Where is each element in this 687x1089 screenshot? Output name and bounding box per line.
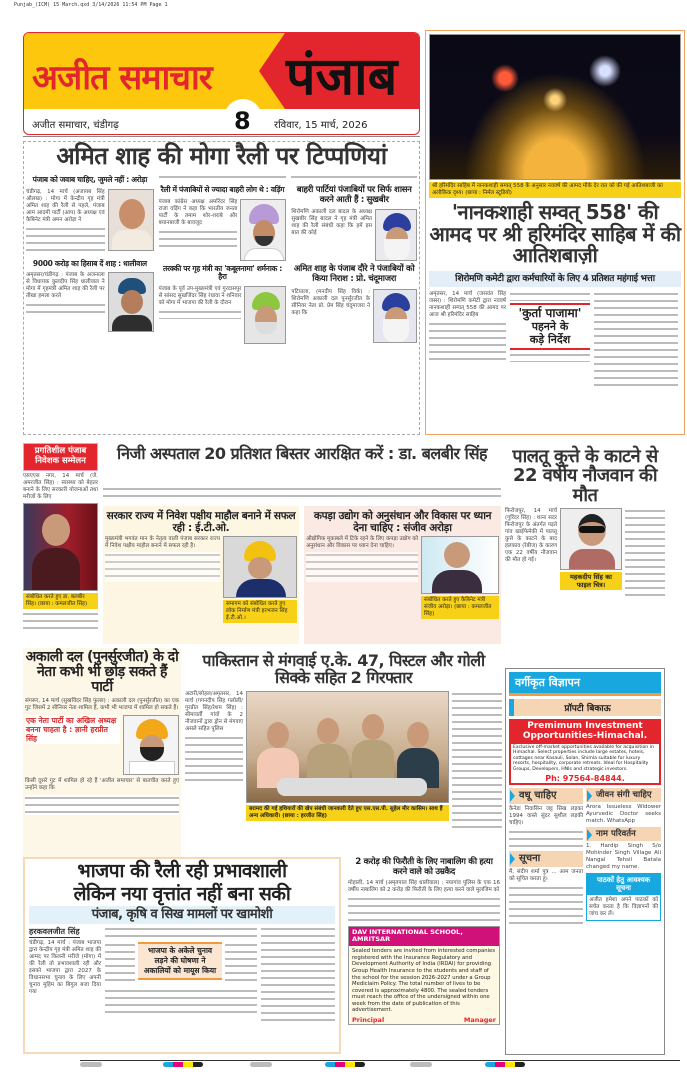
arora-box <box>304 506 501 644</box>
story-title: रैली में पंजाबियों से ज्यादा बाहरी लोग थे : वड़िंग <box>160 184 285 194</box>
bjp-headline-1: भाजपा की रैली रही प्रभावशाली <box>77 860 287 882</box>
photo-randhawa <box>244 286 286 344</box>
story-title: तरक्की पर गृह मंत्री का 'कबूलनामा' शर्मनाक : हैरा <box>163 263 282 282</box>
reader-notice <box>586 873 661 921</box>
photo-harpreet <box>123 715 179 775</box>
bjp-box <box>23 857 341 1054</box>
investors-text: एसएएस नगर, 14 मार्च (जे. अमरजीत सिंह) : स्वास्थ्य को बेहतर बनाने के लिए सरकारी योजनाओं तथा मरीजों के लिए <box>23 472 98 500</box>
premium-text: Exclusive off-market opportunities available for acquisition in Himachal. Select properties include large estates, hotels, cottages near Kasauli, Solan, Shimla suitable for luxury resorts, hospitality, corporate retreats. Ideal for Hospitality Groups, Developers, HNIs and strategic investors. <box>511 744 659 774</box>
pakistan-photo <box>246 691 449 803</box>
akali-text: संगरूर, 14 मार्च (सुखविंदर सिंह फुल्ल) : अकाली दल (पुनर्सुरजीत) का एक गुट जिसमें 2 सीनियर नेता शामिल हैं, कभी भी भाजपा में शामिल हो सकते हैं। <box>25 698 179 712</box>
slug-line: Punjab_(ICM) 15 March.qxd 3/14/2026 11:54 PM Page 1 <box>14 2 168 8</box>
premium-phone: Ph: 97564-84844. <box>511 774 659 783</box>
dog-text: फिरोजपुर, 14 मार्च (गुरिंदर सिंह) : थाना सदर फिरोजपुर के अंतर्गत पड़ते गांव खाईफेमेकी में पालतू कुत्ते के काटने के बाद हलकाव (रेबीज) के कारण एक 22 वर्षीय नौजवान की मौत हो गई। <box>505 508 557 564</box>
akali-headline: अकाली दल (पुनर्सुरजीत) के दो नेता कभी भी छोड़ सकते हैं पार्टी <box>25 649 179 696</box>
notice-text: अजीत हमेशा अपने पाठकों को सचेत करता है कि विज्ञापनों की जांच कर लें। <box>589 896 658 917</box>
dog-caption: महकदीप सिंह का फाइल चित्र। <box>560 572 622 590</box>
story-text: पंजाब के पूर्व उप-मुख्यमंत्री एवं गुरदासपुर से सांसद सुखजिंदर सिंह रंधावा ने शनिवार को मोगा में भाजपा की रैली के दौरान <box>158 285 242 306</box>
naam-parivartan-header: नाम परिवर्तन <box>586 827 661 841</box>
jeevan-text: Arora Issueless Widower Ayurvedic Doctor seeks match. WhatsApp <box>586 803 661 824</box>
color-registration-bar <box>80 1060 680 1066</box>
investors-headline: निजी अस्पताल 20 प्रतिशत बिस्तर आरक्षित करें : डा. बलबीर सिंह <box>116 444 488 463</box>
tender-text: Sealed tenders are invited from interested companies registered with the Insurance Regulatory and Development Authority of India (IRDAI) for providing Group Health Insurance to the students and staff of the school for the session 2026-2027 under a Group Mediclaim Policy. The total number of lives to be covered is approximately 4800. The sealed tenders must reach the office of the undersigned within one week from the date of publication of this advertisement. <box>352 948 496 1014</box>
classifieds <box>505 668 665 1055</box>
story-text: अमृतसर/चंडीगढ़ : पंजाब के अजनाला से विधायक कुलदीप सिंह धालीवाल ने मोगा में गृहमंत्री अमित शाह की रैली पर तीखा हमला करते <box>26 272 105 300</box>
lead-headline: अमित शाह की मोगा रैली पर टिप्पणियां <box>56 142 387 170</box>
eto-caption: समागम को संबोधित करते हुए लोक निर्माण मंत्री हरभजन सिंह ई.टी.ओ.। <box>223 600 297 623</box>
eto-text: मुख्यमंत्री भगवंत मान के नेतृत्व वाली पंजाब सरकार राज्य में निवेश पक्षीय माहौल बनाने में सफल रही है। <box>105 536 220 550</box>
page-number: 8 <box>234 107 251 135</box>
story-title: अमित शाह के पंजाब दौरे ने पंजाबियों को किया निराश : प्रो. चंदूमाजरा <box>293 264 415 285</box>
masthead-name-left: अजीत समाचार <box>32 58 212 98</box>
tender-principal: Principal <box>352 1016 385 1025</box>
classifieds-property: प्रॉपटी बिकाऊ <box>509 699 661 716</box>
caption-text: श्री हरिमंदिर साहिब में नानकशाही सम्वत् 558 के अनुसार नववर्ष की आमद मौके देर रात को की गई आतिशबाजी का अलौकिक दृश्य। <box>432 183 663 196</box>
story-title: 9000 करोड़ का हिसाब दें शाह : धालीवाल <box>32 258 147 268</box>
photo-mehakdeep <box>560 508 622 570</box>
tender-manager: Manager <box>463 1016 496 1025</box>
story-title: पंजाब को जवाब चाहिए, जुमले नहीं : अरोड़ा <box>32 174 148 184</box>
fireworks-headline: 'नानकशाही सम्वत् 558' की आमद पर श्री हरिमंदिर साहिब में की आतिशबाज़ी <box>429 200 681 268</box>
akali-text-2: किसी दूसरे गुट में शामिल हो रहे हैं 'अजीत समाचार' से बातचीत करते हुए उन्होंने कहा कि <box>25 778 179 792</box>
dog-headline: पालतू कुत्ते के काटने से 22 वर्षीय नौजवान की मौत <box>512 446 658 506</box>
tender-school: DAV INTERNATIONAL SCHOOL, AMRITSAR <box>349 927 499 947</box>
photo-warring <box>240 199 286 261</box>
notice-title: पाठकों हेतु आवश्यक सूचना <box>587 874 660 895</box>
edition-label: अजीत समाचार, चंडीगढ़ <box>32 120 119 131</box>
issue-date: रविवार, 15 मार्च, 2026 <box>274 120 368 131</box>
photo-sanjeev-arora <box>421 536 499 594</box>
masthead-name-right: पंजाब <box>286 46 398 107</box>
fireworks-subheadline: शिरोमणि कमेटी द्वारा कर्मचारियों के लिए 4 प्रतिशत महंगाई भत्ता <box>429 271 681 287</box>
pakistan-headline: पाकिस्तान से मंगवाई ए.के. 47, पिस्टल और गोली सिक्के सहित 2 गिरफ्तार <box>202 651 485 688</box>
arora-caption: संबोधित करते हुए कैबिनेट मंत्री संजीव अरोड़ा। (छाया : कमलजीत सिंह) <box>421 596 499 619</box>
kurta-line: पहनने के <box>531 319 569 333</box>
arora-text: औद्योगिक मुकाबले में टिके रहने के लिए कपड़ा उद्योग को अनुसंधान और विकास पर ध्यान देना चाहिए। <box>306 536 418 550</box>
fireworks-caption <box>429 182 681 198</box>
soochna-header: सूचना <box>509 851 583 867</box>
story-text: पंजाब कांग्रेस अध्यक्ष अमरिंदर सिंह राजा वड़िंग ने कहा कि भारतीय जनता पार्टी के तमाम शोर-शराबे और बयानबाजी के बावजूद <box>158 198 238 226</box>
eto-headline: सरकार राज्य में निवेश पक्षीय माहौल बनाने में सफल रही : ई.टी.ओ. <box>106 510 296 535</box>
bjp-headline-2: लेकिन नया वृत्तांत नहीं बना सकी <box>73 882 291 905</box>
kurta-box <box>510 303 590 350</box>
story-text: चंडीगढ़, 14 मार्च (अजायब सिंह औलख) : मोगा में केन्द्रीय गृह मंत्री अमित शाह की रैली से पहले, पंजाब आम आदमी पार्टी (आप) के अध्यक्ष एवं कैबिनेट मंत्री अमन अरोड़ा ने <box>26 188 105 223</box>
pakistan-caption: बरामद की गई हथियारों की खेप संबंधी जानकारी देते हुए एस.एस.पी. सुहेल मीर कासिम। साथ हैं अन्य अधिकारी। (छाया : हरजीत सिंह) <box>246 805 449 821</box>
kurta-line: 'कुर्ता पाजामा' <box>518 306 582 321</box>
photo-balbir <box>23 503 98 591</box>
story-text: शिरोमणि अकाली दल बादल के अध्यक्ष सुखबीर सिंह बादल ने गृह मंत्री अमित शाह की रैली संबंधी कहा कि हमें इस बात की कोई <box>291 209 373 237</box>
photo-eto <box>223 536 297 598</box>
photo-credit: (छाया : निर्मल स्टूडियो) <box>465 190 512 196</box>
tender-ad <box>348 926 500 1026</box>
jeevan-sangi-header: जीवन संगी चाहिए <box>586 788 661 802</box>
premium-title: Premimum Investment Opportunities-Himachal. <box>522 721 648 742</box>
bjp-text: चंडीगढ़, 14 मार्च : पंजाब भाजपा द्वारा केन्द्रीय गृह मंत्री अमित शाह की आमद पर किलनी मरीजे (मोगा) में की रैली तो प्रभावशाली रही और इसको भाजपा द्वारा 2027 के विधानसभा चुनाव के लिए अपनी चुनाव मुहिम का बिगुल बजा दिया गया <box>29 940 101 996</box>
arora-headline: कपड़ा उद्योग को अनुसंधान और विकास पर ध्यान देना चाहिए : संजीव अरोड़ा <box>313 510 492 535</box>
classifieds-title: वर्गीकृत विज्ञापन <box>509 672 661 696</box>
bjp-byline: हरकवलजीत सिंह <box>29 927 80 937</box>
akali-subheadline: एक नेता पार्टी का अखिल अध्यक्ष बनना चाहता है : ज्ञानी हरप्रीत सिंह <box>25 715 120 744</box>
vadhu-text: कैनेडा निवासिन जट्ट सिख लड़का 1994 वास्ते सुंदर सुशील लड़की चाहिए। <box>509 805 583 826</box>
story-text: पटियाला, (मनदीप सिंह विर्क) : शिरोमणि अकाली दल पुनर्सुरजीत के सीनियर नेता प्रो. प्रेम सिंह चंदूमाजरा ने कहा कि <box>291 288 371 316</box>
fireworks-photo <box>429 34 681 180</box>
masthead <box>23 32 420 135</box>
photo-arora <box>108 189 154 251</box>
bjp-subheadline: पंजाब, कृषि व सिख मामलों पर खामोशी <box>29 906 335 924</box>
photo-balbir-caption: संबोधित करते हुए डा. बलबीर सिंह। (छाया : कमलजीत सिंह) <box>23 593 98 609</box>
soochna-text: मैं, संदीप शर्मा पुत्र ... आम जनता को सूचित करता हूं। <box>509 868 583 882</box>
photo-sukhbir <box>375 209 417 261</box>
pakistan-text: अटारी/सोहल/अमृतसर, 14 मार्च (गगनदीप सिंह गलोली/गुरप्रीत सिंह/रेशम सिंह) : सीमावर्ती गांवों के 2 नौजवानों द्वारा ड्रोन से मंगवाए असले सहित पुलिस <box>185 690 243 732</box>
photo-chandumajra <box>373 289 417 343</box>
vadhu-chahiye-header: वधू चाहिए <box>509 788 583 804</box>
story-title: बाहरी पार्टियां पंजाबियों पर सिर्फ शासन करने आती हैं : सुखबीर <box>296 184 412 205</box>
investors-tag: प्रगतिशील पंजाब निवेशक सम्मेलन <box>23 443 98 471</box>
bjp-inset: भाजपा के अकेले चुनाव लड़ने की घोषणा ने अकालियों को मायूस किया <box>138 942 222 980</box>
photo-dhaliwal <box>108 272 154 332</box>
lead-section <box>23 141 420 435</box>
eto-box <box>103 506 299 644</box>
ransom-headline: 2 करोड़ की फिरौती के लिए नाबालिग की हत्या करने वाले को उम्रकैद <box>355 857 493 877</box>
fireworks-text: अमृतसर, 14 मार्च (जसवंत सिंह जस्स) : शिरोमणि कमेटी द्वारा नववर्ष नानकशाही सम्वत् 558 की आमद पर आज श्री हरिमंदिर साहिब <box>429 291 506 319</box>
ransom-text: मोहाली, 14 मार्च (अमृतपाल सिंह धालीवाल) : नयागांव पुलिस के एक 16 वर्षीय नाबालिग को 2 करोड़ की फिरौती के लिए हत्या करने वाले मुलजिम को <box>348 879 500 893</box>
kurta-line: कड़े निर्देश <box>529 332 571 346</box>
premium-ad <box>509 719 661 785</box>
naam-text: 1. Hardip Singh S/o Mohinder Singh Village Ali Nangal Tehsil Batala changed my name. <box>586 843 661 871</box>
